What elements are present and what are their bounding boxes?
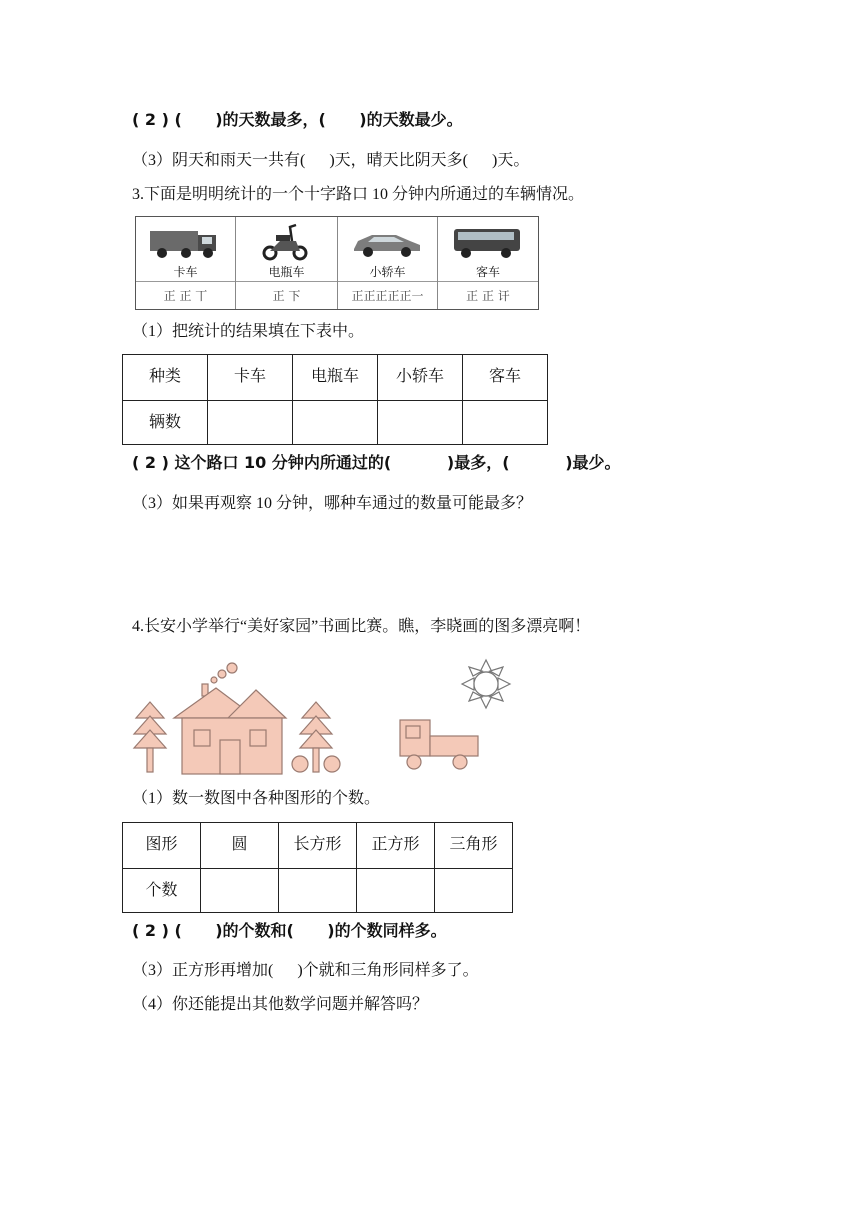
- answer-cell[interactable]: [208, 401, 293, 445]
- table-header-cell: 种类: [123, 355, 208, 401]
- truck-window-square: [406, 726, 420, 738]
- table-header-cell: 圆: [201, 823, 279, 869]
- scooter-icon: [246, 221, 324, 261]
- table-header-cell: 电瓶车: [293, 355, 378, 401]
- vehicle-tally-figure: [135, 216, 539, 310]
- answer-cell[interactable]: [435, 869, 513, 913]
- answer-cell[interactable]: [293, 401, 378, 445]
- door-rectangle: [220, 740, 240, 774]
- truck-bed-rectangle: [430, 736, 478, 756]
- table-header-cell: 正方形: [357, 823, 435, 869]
- q2-part2: ( 2 ) ( )的天数最多，( )的天数最少。: [132, 110, 463, 129]
- q4-part3: （3）正方形再增加( )个就和三角形同样多了。: [132, 962, 479, 979]
- vehicle-count-table: [122, 354, 548, 445]
- window-square: [250, 730, 266, 746]
- vehicle-name: 电瓶车: [268, 265, 305, 279]
- trunk-rectangle: [313, 748, 319, 772]
- vehicle-cell-truck: [136, 217, 236, 309]
- q4-part4: （4）你还能提出其他数学问题并解答吗？: [132, 996, 429, 1013]
- table-header-cell: 长方形: [279, 823, 357, 869]
- smoke-circle: [211, 677, 217, 683]
- q3-title: 3.下面是明明统计的一个十字路口 10 分钟内所通过的车辆情况。: [132, 186, 585, 203]
- q2-part3: （3）阴天和雨天一共有( )天，晴天比阴天多( )天。: [132, 152, 530, 169]
- table-row-label: 辆数: [123, 401, 208, 445]
- window-square: [194, 730, 210, 746]
- vehicle-tally: 正 正 丅: [163, 289, 208, 303]
- vehicle-cell-car: [338, 217, 438, 309]
- table-header-cell: 客车: [463, 355, 548, 401]
- wheel-circle: [453, 755, 467, 769]
- ball-circle: [292, 756, 308, 772]
- answer-cell[interactable]: [463, 401, 548, 445]
- house-drawing: [130, 650, 520, 780]
- vehicle-tally: 正 下: [272, 289, 301, 303]
- q3-part1: （1）把统计的结果填在下表中。: [132, 323, 365, 340]
- q3-part2: ( 2 ) 这个路口 10 分钟内所通过的( )最多，( )最少。: [132, 453, 621, 472]
- vehicle-cell-scooter: [236, 217, 338, 309]
- q4-part2: ( 2 ) ( )的个数和( )的个数同样多。: [132, 921, 447, 940]
- answer-cell[interactable]: [357, 869, 435, 913]
- vehicle-name: 小轿车: [369, 265, 406, 279]
- vehicle-cell-bus: [438, 217, 538, 309]
- sun-icon: [462, 660, 510, 708]
- table-row-label: 个数: [123, 869, 201, 913]
- q3-part3: （3）如果再观察 10 分钟，哪种车通过的数量可能最多？: [132, 495, 533, 512]
- vehicle-tally: 正正正正正一: [351, 289, 424, 303]
- smoke-circle: [227, 663, 237, 673]
- q4-title: 4.长安小学举行“美好家园”书画比赛。瞧，李晓画的图多漂亮啊！: [132, 618, 591, 635]
- table-header-cell: 小轿车: [378, 355, 463, 401]
- wheel-circle: [407, 755, 421, 769]
- vehicle-name: 客车: [475, 265, 500, 279]
- trunk-rectangle: [147, 748, 153, 772]
- truck-icon: [146, 221, 224, 261]
- vehicle-name: 卡车: [173, 265, 198, 279]
- table-header-cell: 三角形: [435, 823, 513, 869]
- car-icon: [348, 221, 426, 261]
- answer-cell[interactable]: [378, 401, 463, 445]
- answer-cell[interactable]: [279, 869, 357, 913]
- answer-cell[interactable]: [201, 869, 279, 913]
- table-header-cell: 卡车: [208, 355, 293, 401]
- q4-part1: （1）数一数图中各种图形的个数。: [132, 790, 381, 807]
- table-header-cell: 图形: [123, 823, 201, 869]
- shape-count-table: [122, 822, 513, 913]
- vehicle-tally: 正 正 讦: [466, 289, 510, 303]
- ball-circle: [324, 756, 340, 772]
- smoke-circle: [218, 670, 226, 678]
- bus-icon: [448, 221, 526, 261]
